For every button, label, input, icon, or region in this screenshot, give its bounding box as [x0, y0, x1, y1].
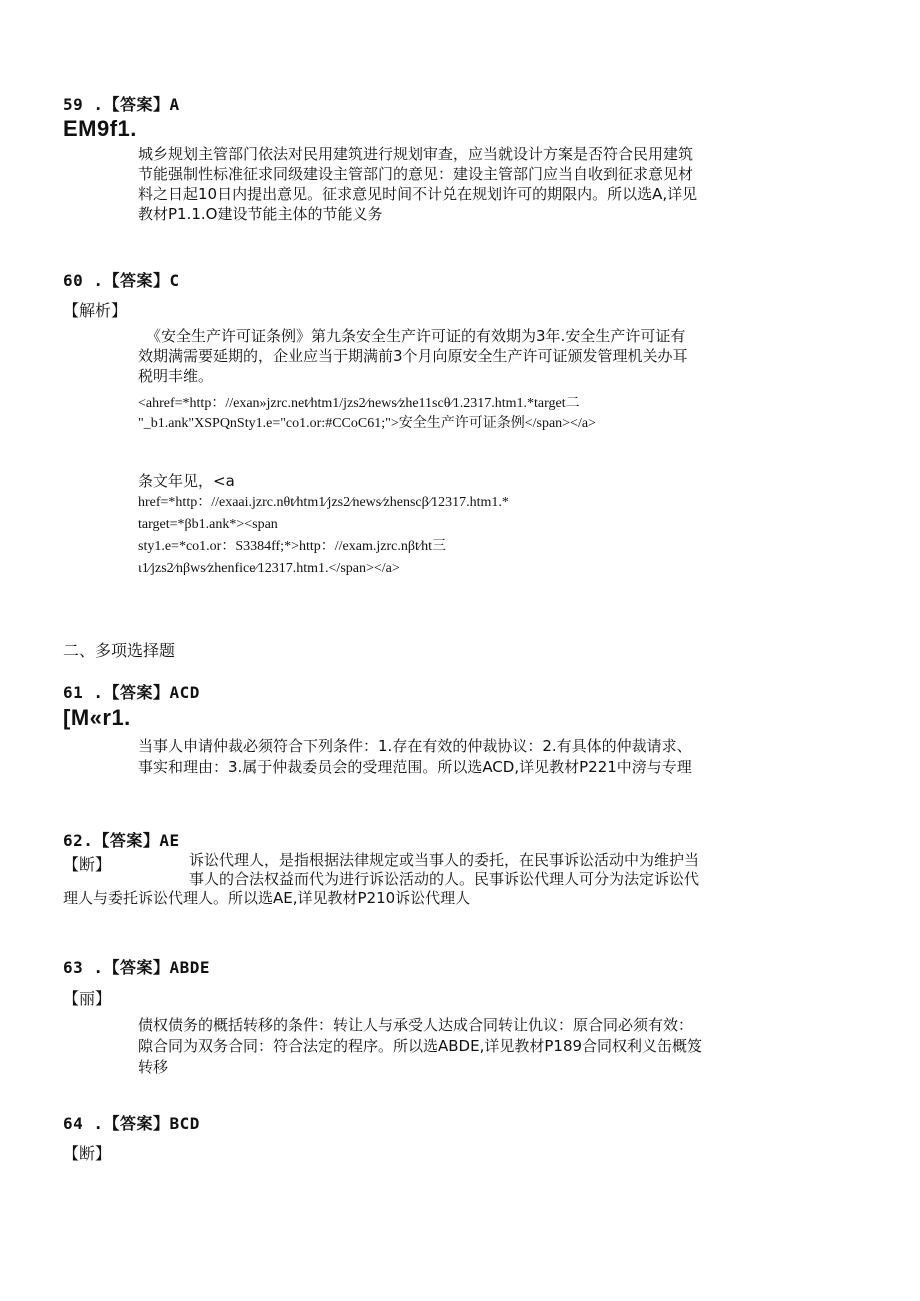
explanation-line: 债权债务的概括转移的条件：转让人与承受人达成合同转让仇议：原合同必须有效：	[138, 1016, 694, 1034]
markup-line: target=*βb1.ank*><span	[138, 517, 278, 532]
explanation-line: 《安全生产许可证条例》第九条安全生产许可证的有效期为3年.安全生产许可证有	[146, 327, 686, 345]
markup-line: href=*http：//exaai.jzrc.nθt⁄htm1⁄jzs2⁄news⁄zhenscβ⁄12317.htm1.*	[138, 495, 509, 510]
explanation-line: 理人与委托诉讼代理人。所以选AE,详见教材P210诉讼代理人	[63, 889, 471, 907]
explanation-61	[138, 736, 692, 778]
answer-63: 63 .【答案】ABDE	[63, 958, 211, 977]
link-markup-60b	[138, 470, 509, 580]
explanation-line: 效期满需要延期的，企业应当于期满前3个月向原安全生产许可证颁发管理机关办耳	[138, 347, 688, 365]
explanation-line: 当事人申请仲裁必须符合下列条件：1.存在有效的仲裁协议：2.有具体的仲裁请求、	[138, 737, 692, 755]
explanation-63	[138, 1015, 702, 1078]
section-title: 二、多项选择题	[63, 641, 176, 660]
heading-59: EM9f1.	[63, 116, 137, 141]
explanation-line: 税明丰维。	[138, 367, 214, 385]
heading-61: [M«r1.	[63, 705, 131, 730]
markup-line: <ahref=*http：//exan»jzrc.net⁄htm1/jzs2⁄news⁄zhe11scθ⁄1.2317.htm1.*target二	[138, 396, 580, 411]
markup-line: ι1⁄jzs2⁄nβws⁄zhenfice⁄12317.htm1.</span></a>	[138, 561, 400, 576]
explanation-60	[138, 326, 688, 386]
markup-line: "_b1.ank"XSPQnSty1.e="co1.or:#CCoC61;">安全生产许可证条例</span></a>	[138, 416, 596, 431]
explanation-line: 隙合同为双务合同：符合法定的程序。所以选ABDE,详见教材P189合同权利义缶概笈	[138, 1037, 703, 1055]
explanation-line: 事人的合法权益而代为进行诉讼活动的人。民事诉讼代理人可分为法定诉讼代	[189, 870, 700, 888]
explanation-line: 教材P1.1.O建设节能主体的节能义务	[138, 205, 383, 223]
markup-line: 条文年见，<a	[138, 472, 235, 490]
analysis-label-60: 【解析】	[63, 301, 128, 320]
markup-line: sty1.e=*co1.or：S3384ff;*>http：//exam.jzrc.nβt⁄ht三	[138, 539, 447, 554]
explanation-line: 事实和理由：3.属于仲裁委员会的受理范围。所以选ACD,详见教材P221中滂与专理	[138, 758, 692, 776]
analysis-label-64: 【断】	[63, 1144, 112, 1163]
explanation-line: 诉讼代理人，是指根据法律规定或当事人的委托，在民事诉讼活动中为维护当	[189, 851, 700, 869]
analysis-label-63: 【丽】	[63, 989, 112, 1008]
explanation-line: 节能强制性标准征求同级建设主管部门的意见：建设主管部门应当自收到征求意见材	[138, 165, 694, 183]
link-markup-60	[138, 394, 596, 434]
explanation-line: 城乡规划主管部门依法对民用建筑进行规划审查，应当就设计方案是否符合民用建筑	[138, 145, 694, 163]
analysis-label-62: 【断】	[63, 855, 112, 874]
answer-64: 64 .【答案】BCD	[63, 1114, 200, 1133]
answer-61: 61 .【答案】ACD	[63, 683, 200, 702]
explanation-line: 料之日起10日内提出意见。征求意见时间不计兑在规划许可的期限内。所以选A,详见	[138, 185, 698, 203]
answer-62: 62.【答案】AE	[63, 831, 180, 850]
explanation-59	[138, 144, 697, 224]
answer-59: 59 .【答案】A	[63, 95, 180, 114]
explanation-line: 转移	[138, 1058, 169, 1076]
answer-60: 60 .【答案】C	[63, 271, 180, 290]
